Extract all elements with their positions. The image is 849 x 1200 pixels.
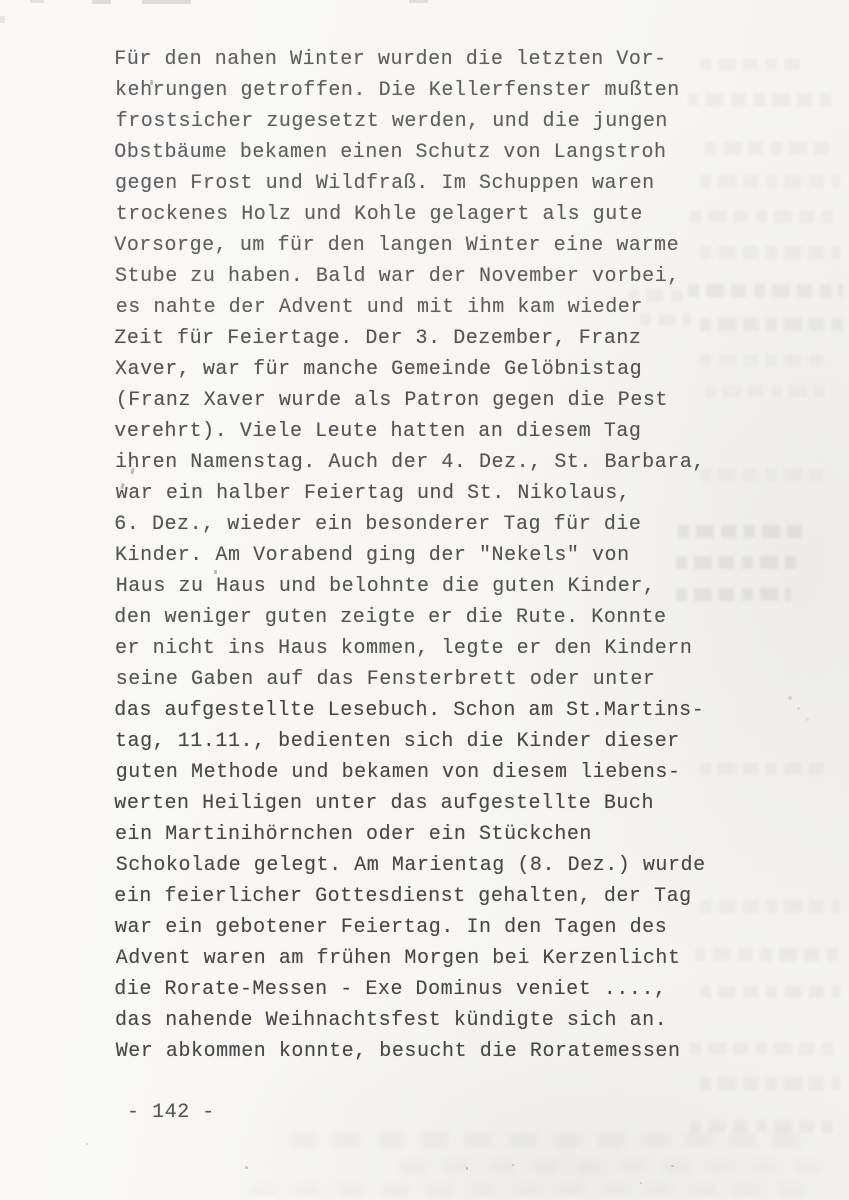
top-edge-artifact <box>142 0 191 4</box>
text-line: den weniger guten zeigte er die Rute. Konnte <box>114 606 667 629</box>
bleed-through-band <box>400 1160 820 1174</box>
bleed-through-band <box>290 1132 810 1148</box>
text-line: frostsicher zugesetzt werden, und die jungen <box>115 110 668 133</box>
top-edge-artifact <box>92 0 111 4</box>
dust-speck <box>797 707 800 710</box>
typewritten-text-block <box>115 44 755 1067</box>
text-line: kehrungen getroffen. Die Kellerfenster mußten <box>115 79 680 102</box>
text-line: es nahte der Advent und mit ihm kam wieder <box>115 296 643 319</box>
dust-speck <box>788 696 792 700</box>
text-line: werten Heiligen unter das aufgestellte Buch <box>114 792 655 815</box>
dust-speck <box>640 1182 642 1184</box>
text-line: ein Martinihörnchen oder ein Stückchen <box>115 823 592 846</box>
text-line: war ein gebotener Feiertag. In den Tagen des <box>115 916 668 939</box>
text-line: Für den nahen Winter wurden die letzten Vor- <box>114 48 667 71</box>
text-line: 6. Dez., wieder ein besonderer Tag für die <box>114 513 642 536</box>
text-line: die Rorate-Messen - Exe Dominus veniet ...., <box>114 978 667 1001</box>
text-line: ein feierlicher Gottesdienst gehalten, der Tag <box>114 885 692 908</box>
dust-speck <box>86 1143 88 1145</box>
text-line: Stube zu haben. Bald war der November vorbei, <box>115 265 680 288</box>
top-edge-artifact <box>30 0 44 3</box>
text-line: ihren Namenstag. Auch der 4. Dez., St. Barbara, <box>115 451 705 474</box>
text-line: trockenes Holz und Kohle gelagert als gute <box>115 203 643 226</box>
text-line: war ein halber Feiertag und St. Nikolaus, <box>115 482 631 505</box>
text-line: Kinder. Am Vorabend ging der "Nekels" von <box>115 544 630 567</box>
text-line: Haus zu Haus und belohnte die guten Kinder, <box>115 575 656 598</box>
text-line: Vorsorge, um für den langen Winter eine warme <box>114 234 680 257</box>
text-line: guten Methode und bekamen von diesem liebens- <box>115 761 681 784</box>
bleed-through-line <box>700 1077 840 1090</box>
text-line: Xaver, war für manche Gemeinde Gelöbnistag <box>115 358 643 381</box>
text-line: Schokolade gelegt. Am Marientag (8. Dez.) wurde <box>115 854 706 877</box>
top-edge-artifact <box>409 0 428 3</box>
dust-speck <box>806 718 809 721</box>
dust-speck <box>671 1165 674 1167</box>
text-line: das nahende Weihnachtsfest kündigte sich an. <box>115 1009 668 1032</box>
text-line: Obstbäume bekamen einen Schutz von Langstroh <box>114 141 667 164</box>
text-line: seine Gaben auf das Fensterbrett oder unter <box>115 668 656 691</box>
text-line: das aufgestellte Lesebuch. Schon am St.Martins- <box>114 699 705 722</box>
text-line: Wer abkommen konnte, besucht die Roratemessen <box>115 1040 681 1063</box>
dust-speck <box>466 1167 468 1170</box>
text-line: Zeit für Feiertage. Der 3. Dezember, Franz <box>114 327 642 350</box>
left-edge-artifact <box>0 16 5 23</box>
text-line: (Franz Xaver wurde als Patron gegen die Pest <box>115 389 668 412</box>
text-line: verehrt). Viele Leute hatten an diesem Tag <box>114 420 642 443</box>
page-number: - 142 - <box>127 1101 215 1124</box>
text-line: tag, 11.11., bedienten sich die Kinder dieser <box>115 730 680 753</box>
dust-speck <box>512 1164 514 1166</box>
dust-speck <box>245 1166 248 1169</box>
text-line: er nicht ins Haus kommen, legte er den Kindern <box>115 637 693 660</box>
text-line: Advent waren am frühen Morgen bei Kerzenlicht <box>115 947 681 970</box>
text-line: gegen Frost und Wildfraß. Im Schuppen waren <box>115 172 655 195</box>
bleed-through-band <box>250 1184 810 1196</box>
